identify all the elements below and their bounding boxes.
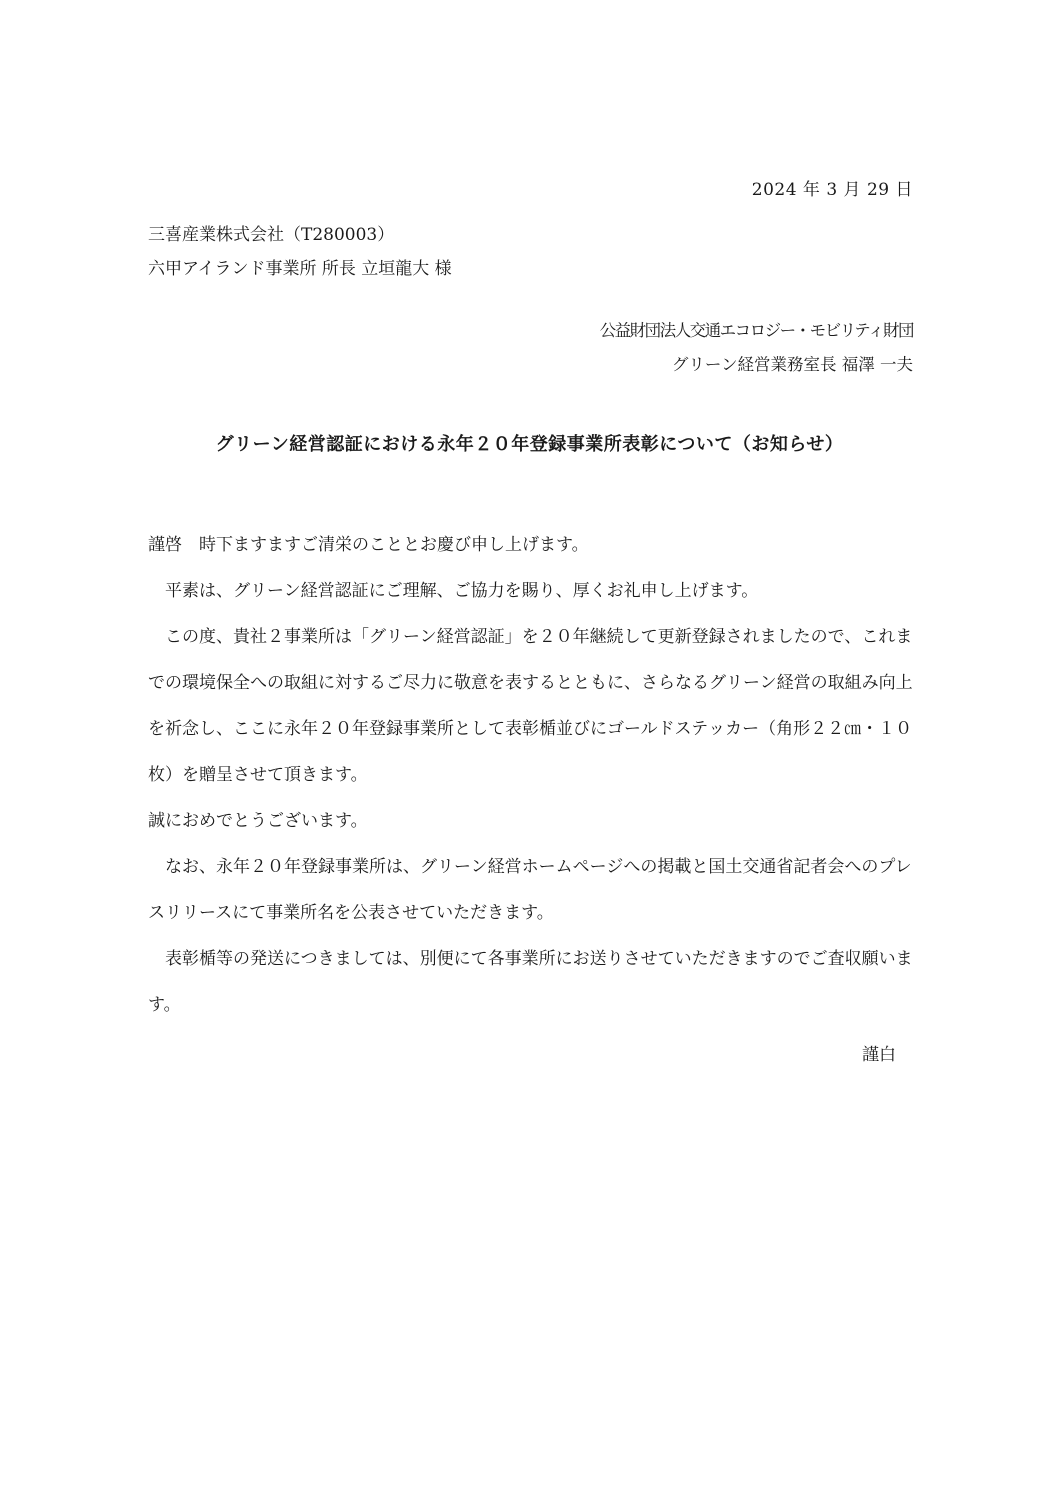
greeting-line: 謹啓 時下ますますご清栄のこととお慶び申し上げます。 bbox=[148, 535, 589, 555]
letter-body bbox=[148, 522, 914, 1028]
body-paragraph: この度、貴社２事業所は「グリーン経営認証」を２０年継続して更新登録されましたので、これまでの環境保全への取組に対するご尽力に敬意を表するとともに、さらなるグリーン経営の取組み向上を祈念し、ここに永年２０年登録事業所として表彰楯並びにゴールドステッカー（角形２２㎝・１０枚）を贈呈させて頂きます。 bbox=[148, 627, 913, 785]
congratulations-line: 誠におめでとうございます。 bbox=[148, 811, 368, 831]
body-paragraph: なお、永年２０年登録事業所は、グリーン経営ホームページへの掲載と国土交通省記者会へのプレスリリースにて事業所名を公表させていただきます。 bbox=[148, 857, 912, 923]
closing-word: 謹白 bbox=[862, 1045, 896, 1065]
recipient-company: 三喜産業株式会社（T280003） bbox=[148, 225, 395, 245]
body-paragraph: 表彰楯等の発送につきましては、別便にて各事業所にお送りさせていただきますのでご査収願います。 bbox=[148, 949, 913, 1015]
recipient-office: 六甲アイランド事業所 所長 立垣龍大 様 bbox=[148, 259, 452, 279]
letter-title: グリーン経営認証における永年２０年登録事業所表彰について（お知らせ） bbox=[215, 434, 844, 455]
sender-person: グリーン経営業務室長 福澤 一夫 bbox=[671, 355, 913, 374]
body-paragraph: 平素は、グリーン経営認証にご理解、ご協力を賜り、厚くお礼申し上げます。 bbox=[165, 581, 759, 601]
sender-block bbox=[600, 314, 913, 382]
letter-date: 2024 年 3 月 29 日 bbox=[751, 180, 913, 200]
recipient-block bbox=[148, 218, 452, 286]
sender-organization: 公益財団法人交通エコロジー・モビリティ財団 bbox=[599, 321, 913, 340]
